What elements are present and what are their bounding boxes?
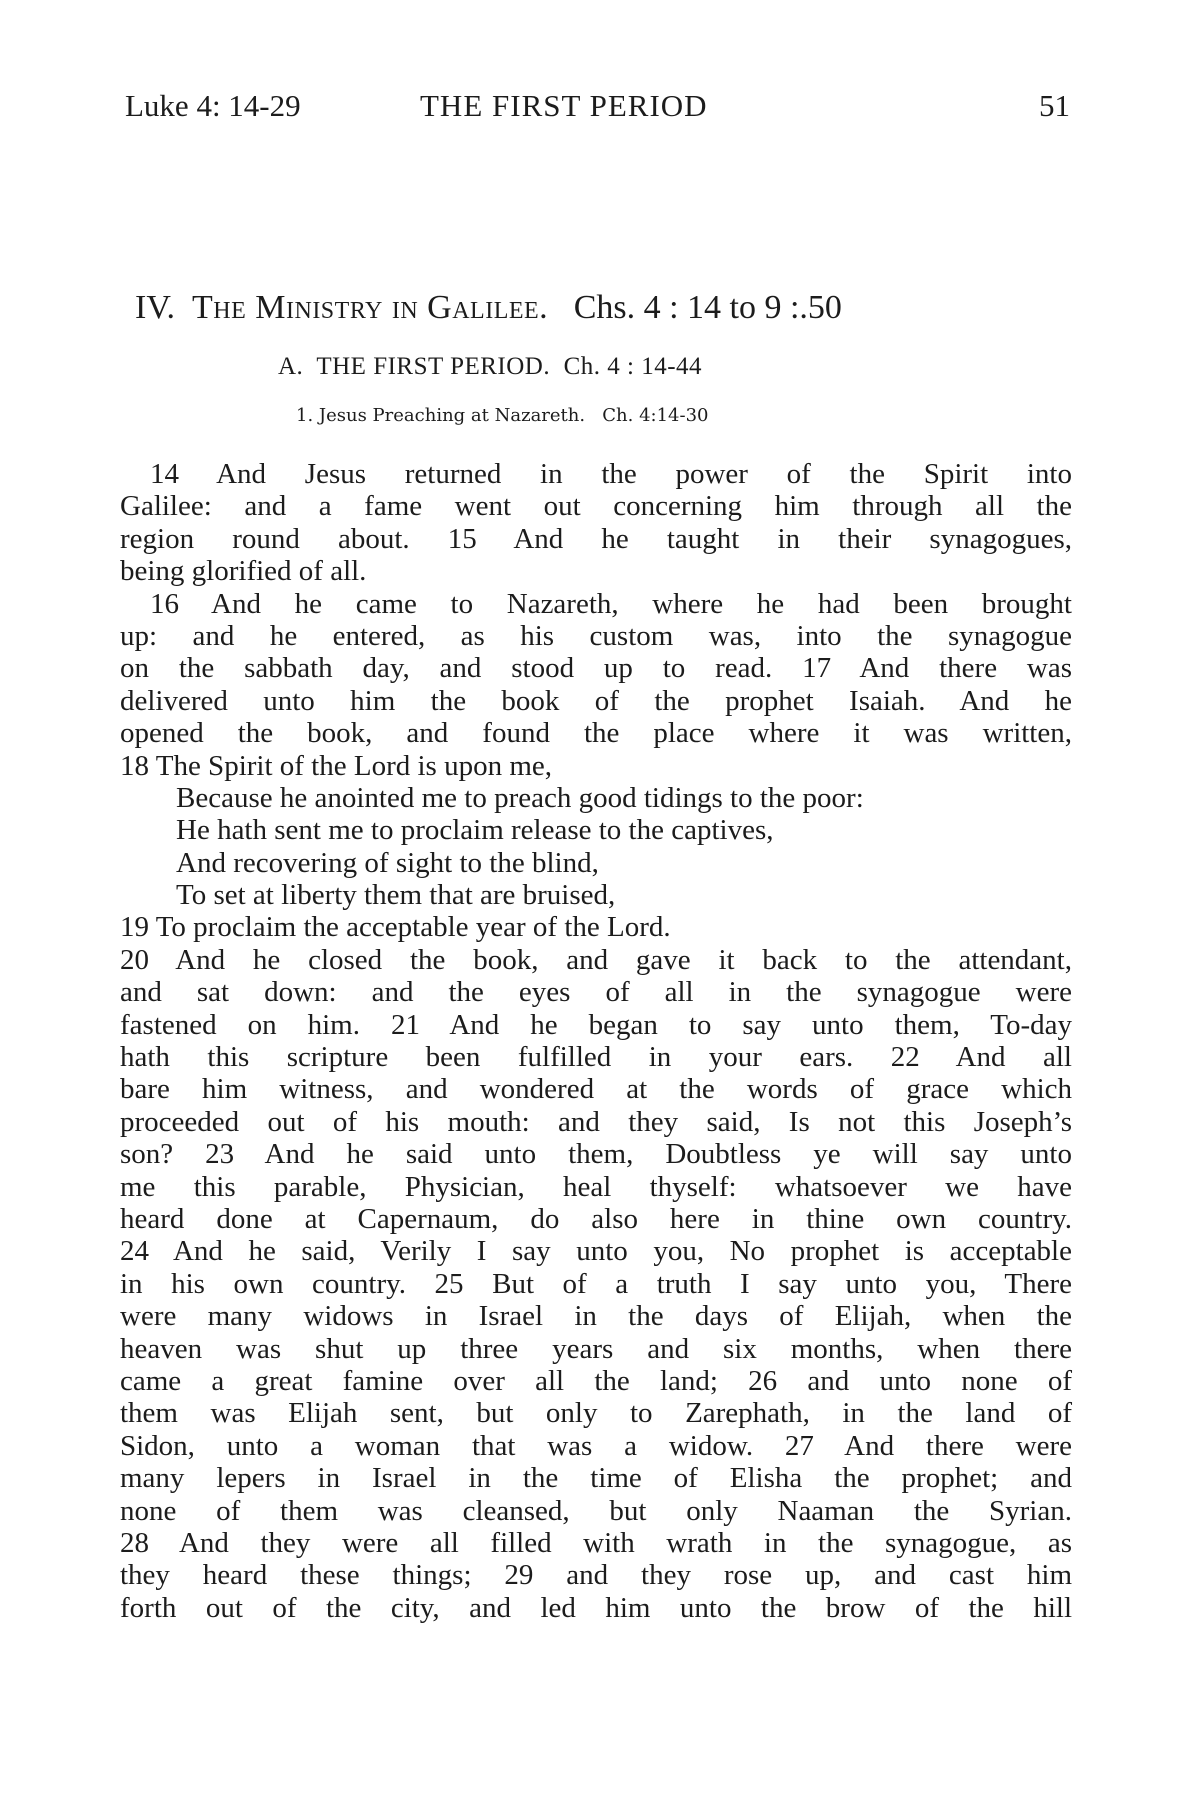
poetry-line: Because he anointed me to preach good tidings to the poor: bbox=[176, 781, 864, 814]
text-line: heard done at Capernaum, do also here in thine own country. bbox=[120, 1202, 1072, 1235]
running-head-reference: Luke 4: 14-29 bbox=[125, 88, 301, 123]
text-line: heaven was shut up three years and six months, when there bbox=[120, 1332, 1072, 1365]
text-line: on the sabbath day, and stood up to read. 17 And there was bbox=[120, 652, 1072, 685]
text-line: Sidon, unto a woman that was a widow. 27 And there were bbox=[120, 1429, 1072, 1462]
poetry-line: And recovering of sight to the blind, bbox=[176, 846, 599, 879]
section-chapter-reference: Chs. 4 : 14 to 9 :.50 bbox=[573, 289, 842, 326]
text-line: 16 And he came to Nazareth, where he had been brought bbox=[150, 587, 1072, 620]
scripture-text bbox=[120, 458, 1072, 1624]
text-line: proceeded out of his mouth: and they said, Is not this Joseph’s bbox=[120, 1105, 1072, 1138]
text-line: many lepers in Israel in the time of Elisha the prophet; and bbox=[120, 1462, 1072, 1495]
text-line: and sat down: and the eyes of all in the synagogue were bbox=[120, 976, 1072, 1009]
section-title-text: The Ministry in Galilee. bbox=[192, 289, 549, 326]
poetry-line: To set at liberty them that are bruised, bbox=[176, 879, 616, 912]
page-number: 51 bbox=[1039, 88, 1070, 123]
text-line: 28 And they were all filled with wrath in the synagogue, as bbox=[120, 1526, 1072, 1559]
section-numeral: IV. bbox=[135, 289, 175, 326]
pericope-heading: 1. Jesus Preaching at Nazareth. Ch. 4:14-30 bbox=[296, 405, 709, 426]
poetry-line: He hath sent me to proclaim release to the captives, bbox=[176, 814, 774, 847]
text-line: 18 The Spirit of the Lord is upon me, bbox=[120, 749, 552, 782]
text-line: in his own country. 25 But of a truth I say unto you, There bbox=[120, 1267, 1072, 1300]
text-line: they heard these things; 29 and they rose up, and cast him bbox=[120, 1559, 1072, 1592]
text-line: region round about. 15 And he taught in their synagogues, bbox=[120, 522, 1072, 555]
text-line: delivered unto him the book of the prophet Isaiah. And he bbox=[120, 684, 1072, 717]
running-head-title: THE FIRST PERIOD bbox=[420, 88, 708, 123]
text-line: came a great famine over all the land; 26 and unto none of bbox=[120, 1364, 1072, 1397]
text-line: were many widows in Israel in the days of Elijah, when the bbox=[120, 1300, 1072, 1333]
text-line: 20 And he closed the book, and gave it back to the attendant, bbox=[120, 943, 1072, 976]
text-line: 19 To proclaim the acceptable year of the Lord. bbox=[120, 911, 671, 944]
text-line: fastened on him. 21 And he began to say unto them, To-day bbox=[120, 1008, 1072, 1041]
text-line: me this parable, Physician, heal thyself: whatsoever we have bbox=[120, 1170, 1072, 1203]
text-line: up: and he entered, as his custom was, into the synagogue bbox=[120, 619, 1072, 652]
text-line: 14 And Jesus returned in the power of the Spirit into bbox=[150, 458, 1072, 490]
text-line: opened the book, and found the place where it was written, bbox=[120, 717, 1072, 750]
text-line: hath this scripture been fulfilled in your ears. 22 And all bbox=[120, 1041, 1072, 1074]
text-line: son? 23 And he said unto them, Doubtless ye will say unto bbox=[120, 1138, 1072, 1171]
text-line: bare him witness, and wondered at the words of grace which bbox=[120, 1073, 1072, 1106]
text-line: Galilee: and a fame went out concerning him through all the bbox=[120, 490, 1072, 523]
running-head bbox=[125, 84, 1070, 128]
text-line: forth out of the city, and led him unto the brow of the hill bbox=[120, 1591, 1072, 1624]
subsection-heading: A. THE FIRST PERIOD. Ch. 4 : 14-44 bbox=[278, 353, 703, 380]
text-line: none of them was cleansed, but only Naaman the Syrian. bbox=[120, 1494, 1072, 1527]
text-line: them was Elijah sent, but only to Zarephath, in the land of bbox=[120, 1397, 1072, 1430]
text-line: 24 And he said, Verily I say unto you, No prophet is acceptable bbox=[120, 1235, 1072, 1268]
text-line: being glorified of all. bbox=[120, 555, 367, 588]
section-heading bbox=[135, 286, 1070, 330]
